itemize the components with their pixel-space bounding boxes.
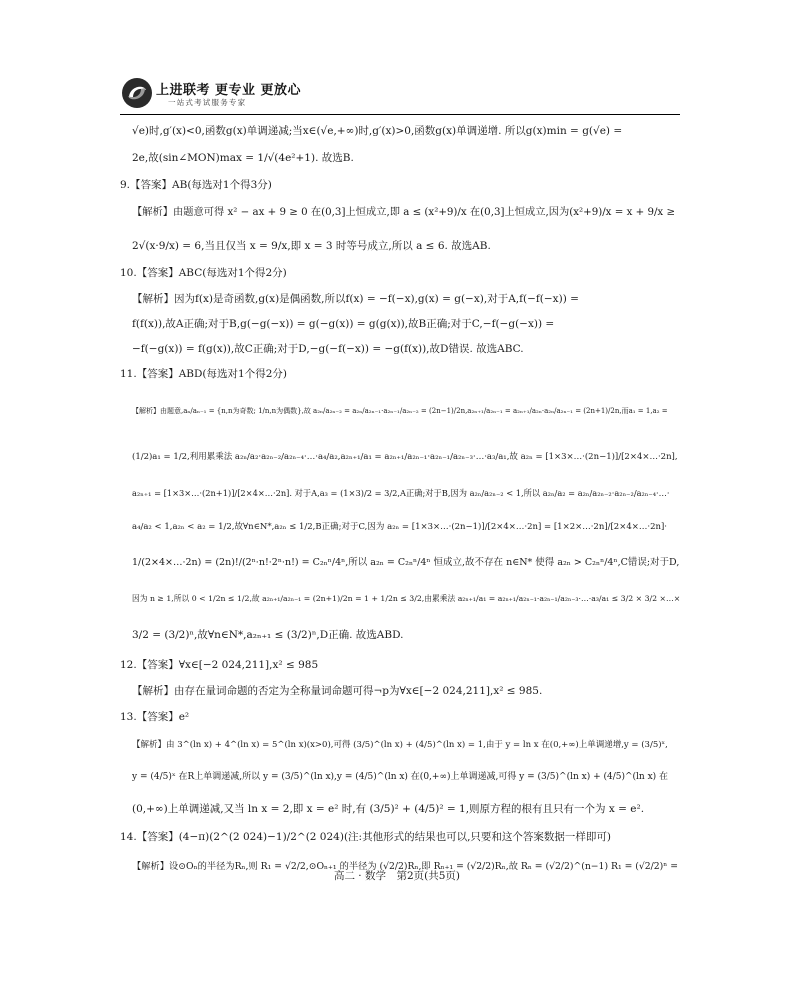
brand-logo-icon: [120, 76, 154, 110]
question-13-analysis: 【解析】由 3^(ln x) + 4^(ln x) = 5^(ln x)(x>0),可得 (3/5)^(ln x) + (4/5)^(ln x) = 1,由于 y = ln x 在(0,+∞)上单调递增,y = (3/5)ˣ,: [132, 740, 668, 750]
header-rule: [120, 114, 680, 115]
page-header: [120, 76, 680, 116]
text-line: −f(−g(x)) = f(g(x)),故C正确;对于D,−g(−f(−x)) = −g(f(x)),故D错误. 故选ABC.: [132, 343, 524, 355]
text-line: f(f(x)),故A正确;对于B,g(−g(−x)) = g(−g(x)) = g(g(x)),故B正确;对于C,−f(−g(−x)) =: [132, 318, 555, 330]
text-line: y = (4/5)ˣ 在R上单调递减,所以 y = (3/5)^(ln x),y = (4/5)^(ln x) 在(0,+∞)上单调递减,可得 y = (3/5)^(ln x) + (4/5)^(ln x) 在: [132, 772, 669, 782]
text-line: 2√(x·9/x) = 6,当且仅当 x = 9/x,即 x = 3 时等号成立,所以 a ≤ 6. 故选AB.: [132, 240, 491, 252]
question-13-answer: 13.【答案】e²: [120, 711, 190, 723]
text-line: (0,+∞)上单调递减,又当 ln x = 2,即 x = e² 时,有 (3/5)² + (4/5)² = 1,则原方程的根有且只有一个为 x = e².: [132, 803, 645, 815]
question-12-answer: 12.【答案】∀x∈[−2 024,211],x² ≤ 985: [120, 659, 319, 671]
text-line: a₂ₙ₊₁ = [1×3×…·(2n+1)]/[2×4×…·2n]. 对于A,a₃ = (1×3)/2 = 3/2,A正确;对于B,因为 a₂ₙ/a₂ₙ₋₂ < 1,所以 a₂ₙ/a₂ = a₂ₙ/a₂ₙ₋₂·a₂ₙ₋₂/a₂ₙ₋₄·…·: [132, 488, 670, 498]
text-line: √e)时,g′(x)<0,函数g(x)单调递减;当x∈(√e,+∞)时,g′(x)>0,函数g(x)单调递增. 所以g(x)min = g(√e) =: [132, 125, 623, 137]
question-10-answer: 10.【答案】ABC(每选对1个得2分): [120, 267, 287, 279]
text-line: 3/2 = (3/2)ⁿ,故∀n∈N*,a₂ₙ₊₁ ≤ (3/2)ⁿ,D正确. 故选ABD.: [132, 629, 404, 641]
question-14-analysis: 【解析】设⊙Oₙ的半径为Rₙ,则 R₁ = √2/2,⊙Oₙ₊₁ 的半径为 (√2/2)Rₙ,即 Rₙ₊₁ = (√2/2)Rₙ,故 Rₙ = (√2/2)^(n−1) R₁ = (√2/2)ⁿ =: [132, 861, 678, 872]
text-line: 1/(2×4×…·2n) = (2n)!/(2ⁿ·n!·2ⁿ·n!) = C₂ₙⁿ/4ⁿ,所以 a₂ₙ = C₂ₙⁿ/4ⁿ 恒成立,故不存在 n∈N* 使得 a₂ₙ > C₂ₙⁿ/4ⁿ,C错误;对于D,: [132, 557, 680, 568]
text-line: a₄/a₂ < 1,a₂ₙ < a₂ = 1/2,故∀n∈N*,a₂ₙ ≤ 1/2,B正确;对于C,因为 a₂ₙ = [1×3×…·(2n−1)]/[2×4×…·2n] = [1×2×…·2n]/[2×4×…·2n]·: [132, 522, 667, 532]
brand-name: 上进联考 更专业 更放心: [156, 83, 302, 98]
brand-tagline: 一站式考试服务专家: [168, 98, 247, 107]
question-14-answer: 14.【答案】(4−π)(2^(2 024)−1)/2^(2 024)(注:其他形式的结果也可以,只要和这个答案数据一样即可): [120, 831, 612, 843]
question-10-analysis: 【解析】因为f(x)是奇函数,g(x)是偶函数,所以f(x) = −f(−x),g(x) = g(−x),对于A,f(−f(−x)) =: [132, 293, 579, 305]
text-line: 2e,故(sin∠MON)max = 1/√(4e²+1). 故选B.: [132, 152, 354, 164]
question-9-answer: 9.【答案】AB(每选对1个得3分): [120, 179, 272, 191]
text-line: (1/2)a₁ = 1/2,利用累乘法 a₂ₙ/a₂·a₂ₙ₋₂/a₂ₙ₋₄·…·a₄/a₂,a₂ₙ₊₁/a₁ = a₂ₙ₊₁/a₂ₙ₋₁·a₂ₙ₋₁/a₂ₙ₋₃·…·a₃/a₁,故 a₂ₙ = [1×3×…·(2n−1)]/[2×4×…·2n],: [132, 452, 678, 462]
question-12-analysis: 【解析】由存在量词命题的否定为全称量词命题可得¬p为∀x∈[−2 024,211],x² ≤ 985.: [132, 685, 543, 697]
question-11-analysis: 【解析】由题意,aₙ/aₙ₋₁ = {n,n为奇数; 1/n,n为偶数},故 a₂ₙ/a₂ₙ₋₂ = a₂ₙ/a₂ₙ₋₁·a₂ₙ₋₁/a₂ₙ₋₂ = (2n−1)/2n,a₂ₙ₊₁/a₂ₙ₋₁ = a₂ₙ₊₁/a₂ₙ·a₂ₙ/a₂ₙ₋₁ = (2n+1)/2n,而a₁ = 1,a₂ =: [132, 407, 668, 415]
text-line: 因为 n ≥ 1,所以 0 < 1/2n ≤ 1/2,故 a₂ₙ₊₁/a₂ₙ₋₁ = (2n+1)/2n = 1 + 1/2n ≤ 3/2,由累乘法 a₂ₙ₊₁/a₁ = a₂ₙ₊₁/a₂ₙ₋₁·a₂ₙ₋₁/a₂ₙ₋₃·…·a₃/a₁ ≤ 3/2 × 3/2 ×…×: [132, 594, 680, 603]
question-11-answer: 11.【答案】ABD(每选对1个得2分): [120, 368, 287, 380]
question-9-analysis: 【解析】由题意可得 x² − ax + 9 ≥ 0 在(0,3]上恒成立,即 a ≤ (x²+9)/x 在(0,3]上恒成立,因为(x²+9)/x = x + 9/x ≥: [132, 206, 676, 218]
page-footer: 高二 · 数学 第2页(共5页): [333, 870, 461, 882]
